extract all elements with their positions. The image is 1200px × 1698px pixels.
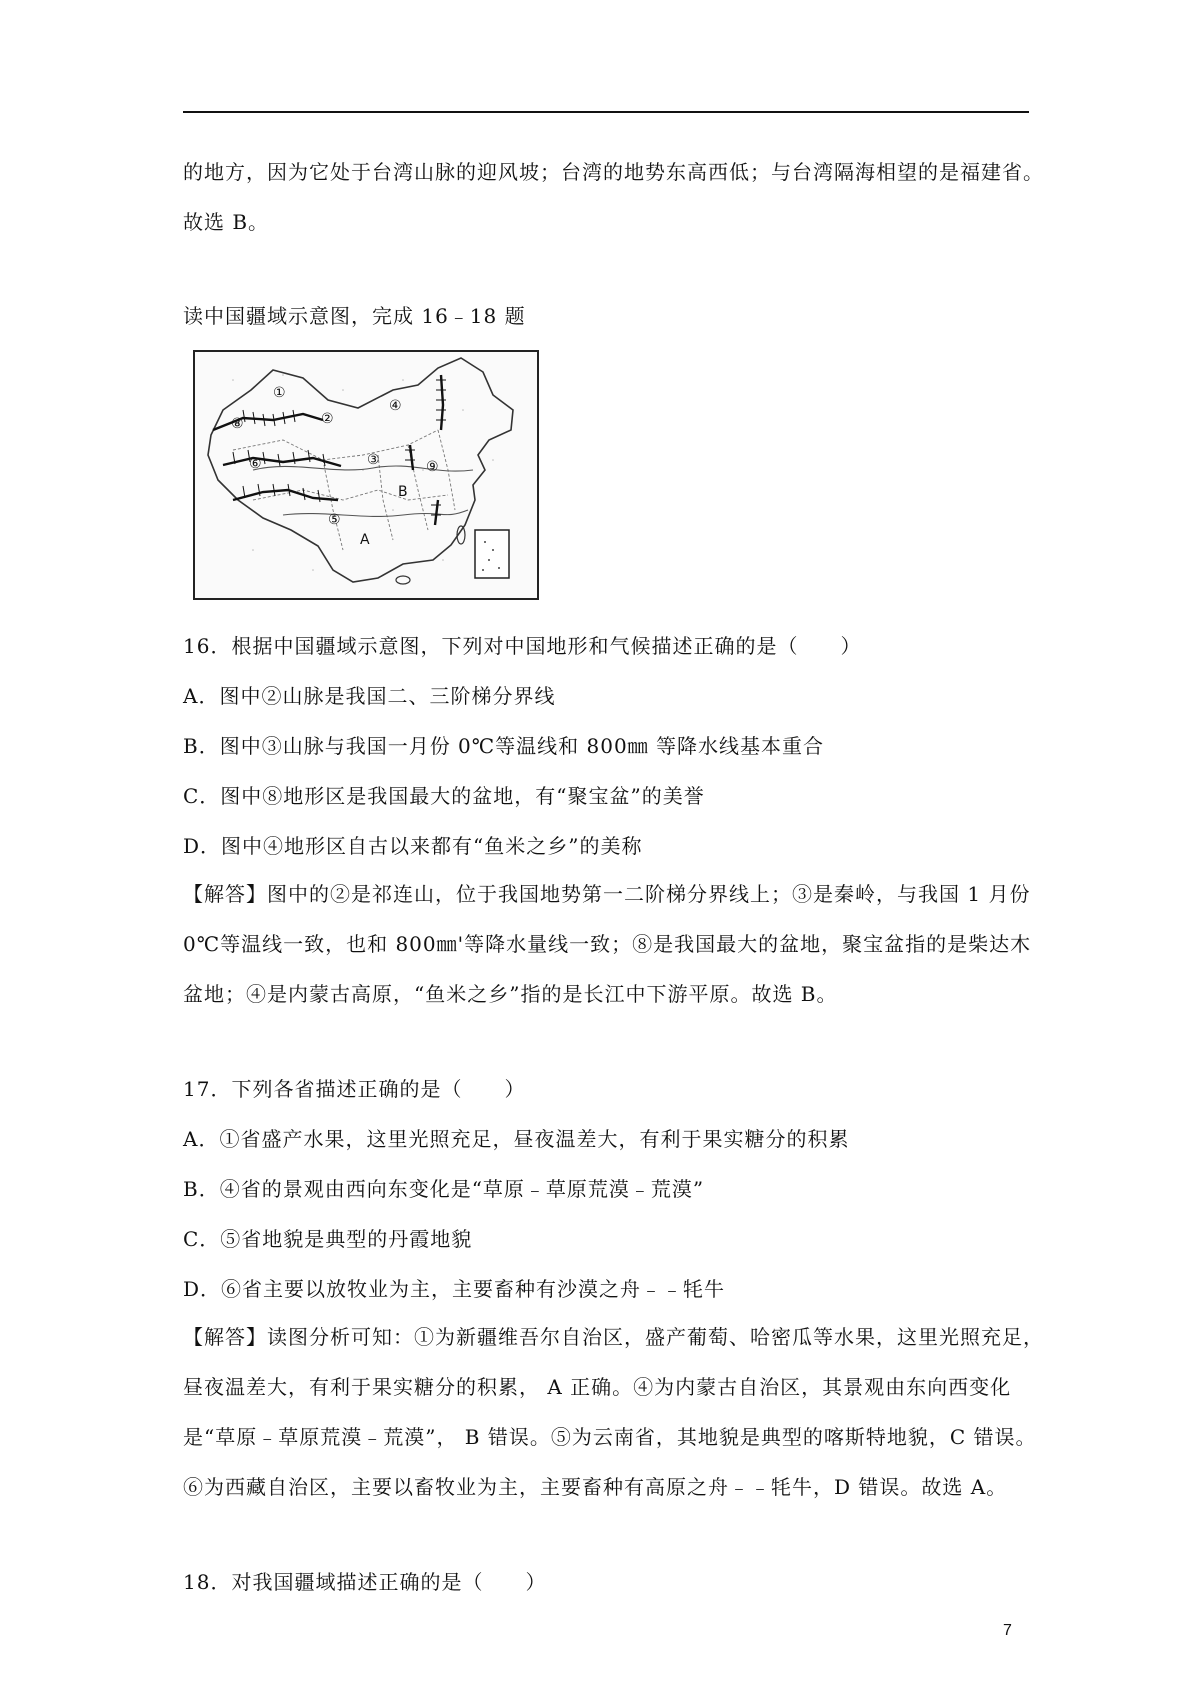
q17-option-b: B．④省的景观由西向东变化是“草原﹣草原荒漠﹣荒漠” — [183, 1177, 705, 1201]
page-number: 7 — [1003, 1622, 1012, 1639]
q16-answer-line-2: 0℃等温线一致，也和 800㎜'等降水量线一致；⑧是我国最大的盆地，聚宝盆指的是柴达木 — [183, 932, 1032, 956]
q17-option-c: C．⑤省地貌是典型的丹霞地貌 — [183, 1227, 473, 1251]
china-territory-map — [193, 350, 539, 600]
q16-option-a: A．图中②山脉是我国二、三阶梯分界线 — [183, 684, 556, 708]
intro-line-2: 故选 B。 — [183, 210, 270, 234]
q17-option-d: D．⑥省主要以放牧业为主，主要畜种有沙漠之舟﹣﹣牦牛 — [183, 1277, 726, 1301]
map-label-9: ⑨ — [426, 459, 439, 475]
q16-option-b: B．图中③山脉与我国一月份 0℃等温线和 800㎜ 等降水线基本重合 — [183, 734, 825, 758]
map-label-B: B — [398, 484, 408, 500]
q16-option-d: D．图中④地形区自古以来都有“鱼米之乡”的美称 — [183, 834, 643, 858]
map-label-3: ③ — [367, 452, 380, 468]
q18-stem: 18．对我国疆域描述正确的是（ ） — [183, 1570, 547, 1594]
q17-answer-line-4: ⑥为西藏自治区，主要以畜牧业为主，主要畜种有高原之舟﹣﹣牦牛，D 错误。故选 A。 — [183, 1475, 1008, 1499]
q16-option-c: C．图中⑧地形区是我国最大的盆地，有“聚宝盆”的美誉 — [183, 784, 705, 808]
q17-stem: 17．下列各省描述正确的是（ ） — [183, 1077, 526, 1101]
q17-answer-line-1: 【解答】读图分析可知：①为新疆维吾尔自治区，盛产葡萄、哈密瓜等水果，这里光照充足， — [183, 1325, 1044, 1349]
map-label-8: ⑧ — [231, 416, 244, 432]
map-label-6: ⑥ — [249, 456, 262, 472]
intro-line-1: 的地方，因为它处于台湾山脉的迎风坡；台湾的地势东高西低；与台湾隔海相望的是福建省。 — [183, 160, 1044, 184]
q17-answer-line-3: 是“草原﹣草原荒漠﹣荒漠”， B 错误。⑤为云南省，其地貌是典型的喀斯特地貌，C 错误。 — [183, 1425, 1037, 1449]
section-prompt: 读中国疆域示意图，完成 16﹣18 题 — [183, 304, 526, 328]
map-label-5: ⑤ — [328, 512, 341, 528]
header-rule — [183, 111, 1029, 113]
q16-stem: 16．根据中国疆域示意图，下列对中国地形和气候描述正确的是（ ） — [183, 634, 862, 658]
map-label-1: ① — [273, 385, 286, 401]
q16-answer-line-3: 盆地；④是内蒙古高原，“鱼米之乡”指的是长江中下游平原。故选 B。 — [183, 982, 838, 1006]
q16-answer-line-1: 【解答】图中的②是祁连山，位于我国地势第一二阶梯分界线上；③是秦岭，与我国 1 月份 — [183, 882, 1031, 906]
q17-option-a: A．①省盛产水果，这里光照充足，昼夜温差大，有利于果实糖分的积累 — [183, 1127, 850, 1151]
map-label-A: A — [360, 532, 370, 548]
q17-answer-line-2: 昼夜温差大，有利于果实糖分的积累， A 正确。④为内蒙古自治区，其景观由东向西变化 — [183, 1375, 1012, 1399]
map-label-4: ④ — [389, 398, 402, 414]
map-label-2: ② — [321, 411, 334, 427]
